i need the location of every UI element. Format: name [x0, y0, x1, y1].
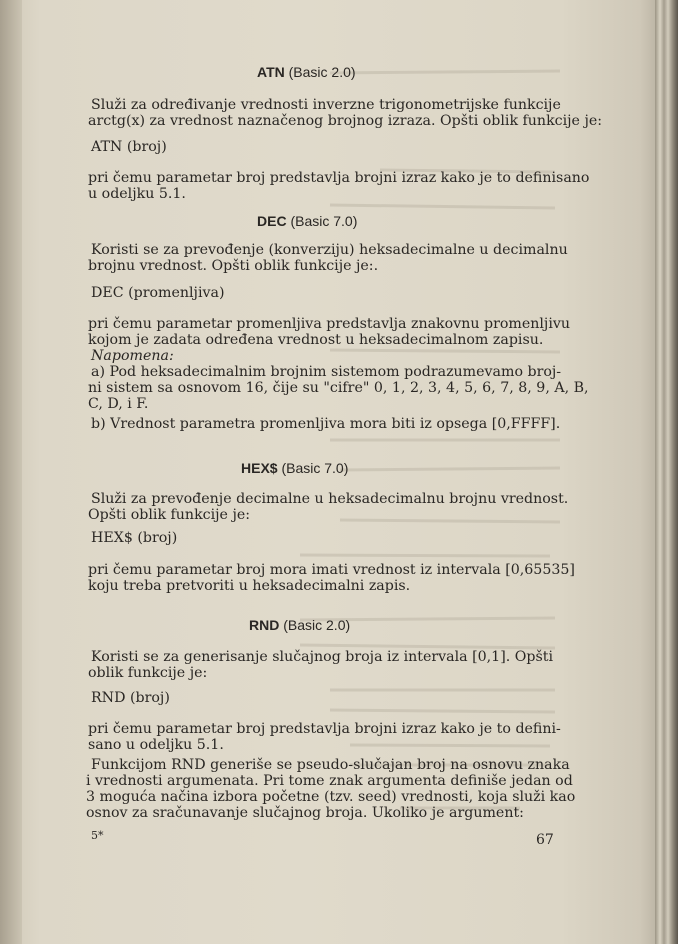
dec-syntax: DEC (promenljiva) — [91, 285, 225, 301]
rnd-body-line-1: Funkcijom RND generiše se pseudo-slučajan broj na osnovu znaka — [91, 757, 570, 773]
rnd-description-line-1: Koristi se za generisanje slučajnog broja iz intervala [0,1]. Opšti — [91, 649, 553, 665]
dec-description-line-1: Koristi se za prevođenje (konverziju) heksadecimalne u decimalnu — [91, 242, 568, 258]
heading-keyword: ATN — [257, 64, 285, 80]
rnd-body-line-3: 3 moguća načina izbora početne (tzv. seed) vrednosti, koja služi kao — [86, 789, 576, 805]
atn-description-line-1: Služi za određivanje vrednosti inverzne trigonometrijske funkcije — [91, 97, 561, 113]
dec-param-line-2: kojom je zadata određena vrednost u heksadecimalnom zapisu. — [88, 332, 544, 348]
section-heading-atn — [257, 64, 356, 80]
hex-param-line-2: koju treba pretvoriti u heksadecimalni zapis. — [88, 578, 411, 594]
rnd-description-line-2: oblik funkcije je: — [88, 665, 208, 681]
dec-description-line-2: brojnu vrednost. Opšti oblik funkcije je:. — [88, 258, 379, 274]
dec-note-a-line-3: C, D, i F. — [88, 396, 149, 412]
dec-note-a-line-2: ni sistem sa osnovom 16, čije su "cifre" 0, 1, 2, 3, 4, 5, 6, 7, 8, 9, A, B, — [88, 380, 589, 396]
heading-version: (Basic 7.0) — [281, 460, 349, 476]
signature-mark: 5* — [91, 829, 104, 842]
heading-version: (Basic 7.0) — [290, 213, 358, 229]
heading-keyword: RND — [249, 617, 280, 633]
section-heading-rnd — [249, 617, 350, 633]
dec-note-b: b) Vrednost parametra promenljiva mora biti iz opsega [0,FFFF]. — [91, 416, 561, 432]
hex-description-line-2: Opšti oblik funkcije je: — [88, 507, 251, 523]
atn-description-line-2: arctg(x) za vrednost naznačenog brojnog izraza. Opšti oblik funkcije je: — [88, 113, 603, 129]
hex-description-line-1: Služi za prevođenje decimalne u heksadecimalnu brojnu vrednost. — [91, 491, 569, 507]
dec-note-a-line-1: a) Pod heksadecimalnim brojnim sistemom podrazumevamo broj- — [91, 364, 562, 380]
heading-version: (Basic 2.0) — [288, 64, 356, 80]
atn-param-line-2: u odeljku 5.1. — [88, 186, 186, 202]
heading-keyword: HEX$ — [241, 460, 278, 476]
section-heading-dec — [257, 213, 357, 229]
dec-param-line-1: pri čemu parametar promenljiva predstavlja znakovnu promenljivu — [88, 316, 571, 332]
page-number: 67 — [536, 832, 554, 848]
heading-version: (Basic 2.0) — [283, 617, 351, 633]
hex-syntax: HEX$ (broj) — [91, 530, 178, 546]
rnd-body-line-4: osnov za sračunavanje slučajnog broja. Ukoliko je argument: — [86, 805, 524, 821]
dec-note-label: Napomena: — [91, 348, 174, 364]
section-heading-hex — [241, 460, 348, 476]
rnd-param-line-1: pri čemu parametar broj predstavlja brojni izraz kako je to defini- — [88, 721, 561, 737]
book-spine-shadow — [0, 0, 22, 944]
rnd-body-line-2: i vrednosti argumenata. Pri tome znak argumenta definiše jedan od — [86, 773, 573, 789]
hex-param-line-1: pri čemu parametar broj mora imati vrednost iz intervala [0,65535] — [88, 562, 575, 578]
page-edge-stack — [655, 0, 678, 944]
atn-syntax: ATN (broj) — [91, 139, 167, 155]
rnd-param-line-2: sano u odeljku 5.1. — [88, 737, 224, 753]
heading-keyword: DEC — [257, 213, 287, 229]
atn-param-line-1: pri čemu parametar broj predstavlja brojni izraz kako je to definisano — [88, 170, 590, 186]
rnd-syntax: RND (broj) — [91, 690, 170, 706]
